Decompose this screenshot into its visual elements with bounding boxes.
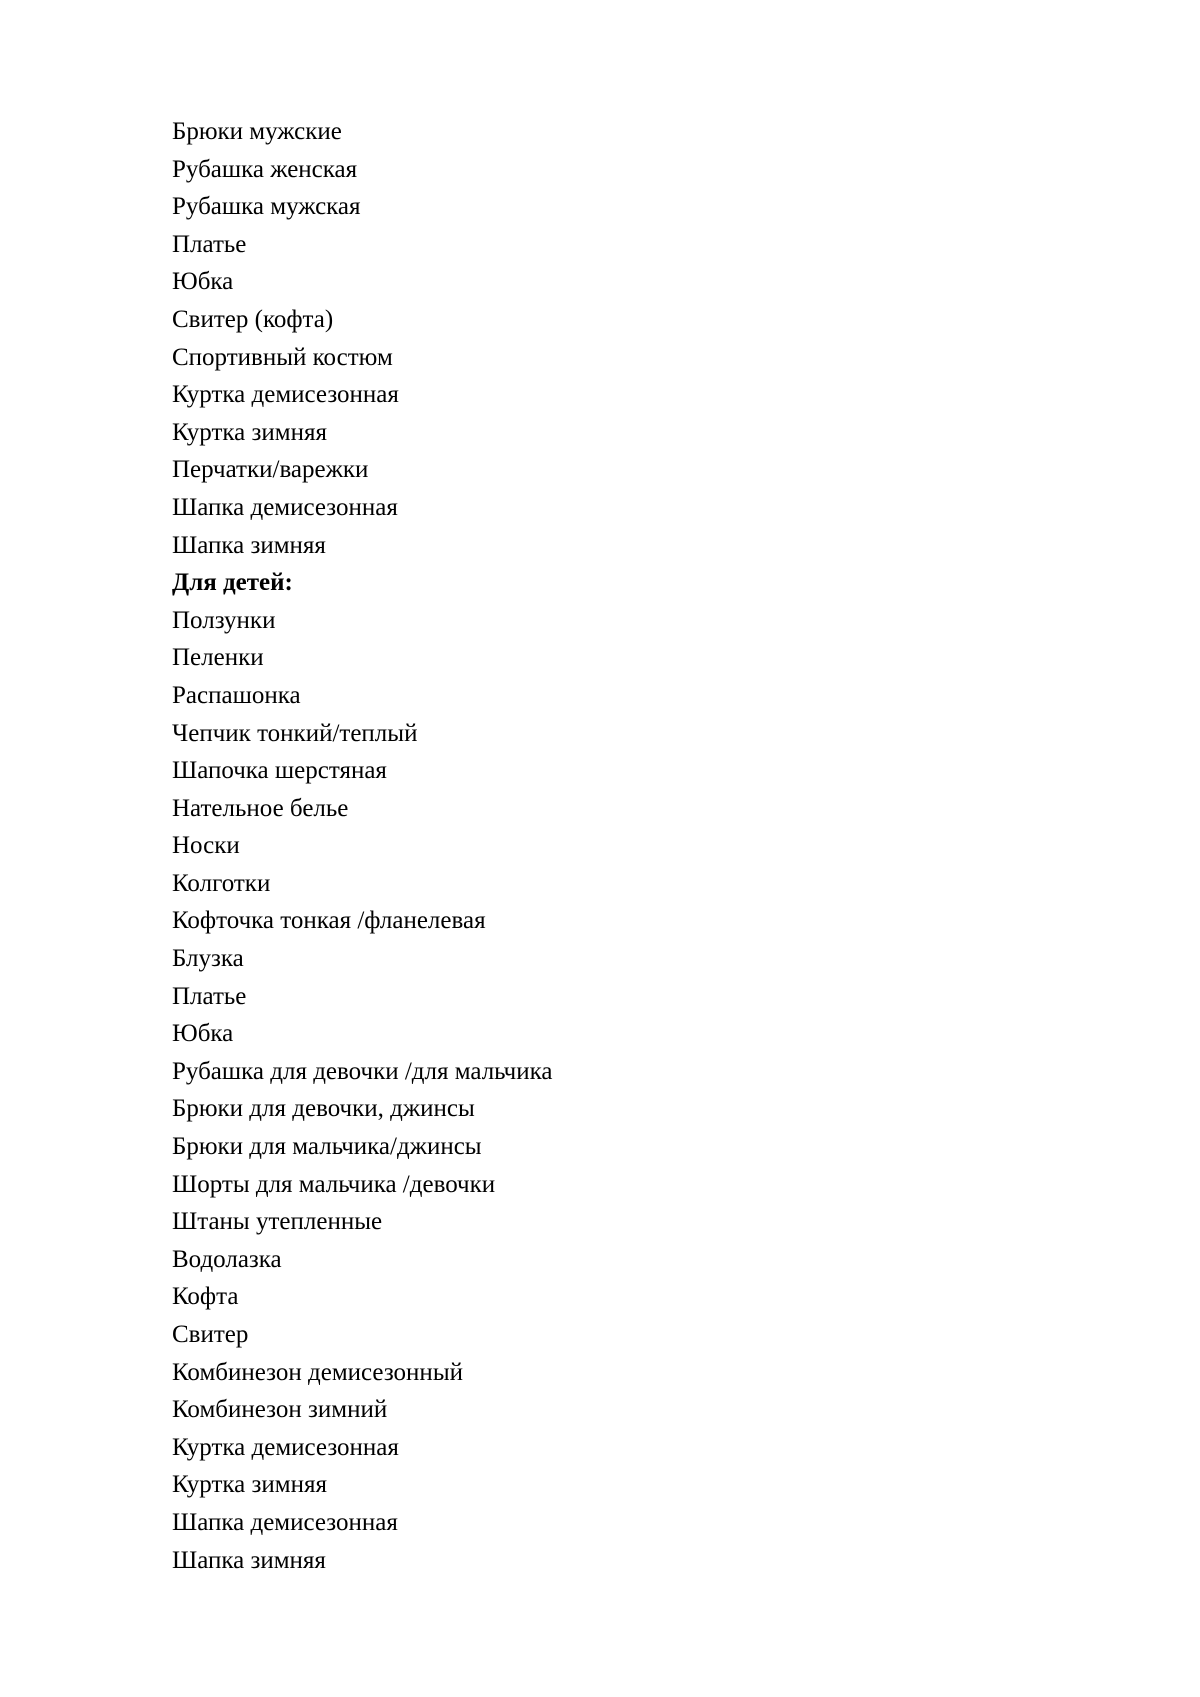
list-item: Ползунки [172, 606, 276, 634]
list-item: Брюки для мальчика/джинсы [172, 1133, 482, 1161]
list-item: Куртка демисезонная [172, 1433, 399, 1461]
list-item: Куртка зимняя [172, 418, 327, 446]
list-item: Рубашка мужская [172, 193, 361, 221]
list-item: Штаны утепленные [172, 1208, 383, 1236]
list-item: Кофточка тонкая /фланелевая [172, 907, 486, 935]
list-item: Шапка зимняя [172, 1546, 326, 1574]
list-item: Нательное белье [172, 794, 349, 822]
list-item: Шорты для мальчика /девочки [172, 1170, 496, 1198]
list-item: Шапка демисезонная [172, 493, 398, 521]
adult-items-list [172, 113, 1072, 564]
list-item: Свитер (кофта) [172, 305, 334, 333]
list-item: Платье [172, 982, 247, 1010]
list-item: Брюки мужские [172, 118, 342, 145]
list-item: Колготки [172, 869, 271, 897]
list-item: Шапка демисезонная [172, 1508, 398, 1536]
list-item: Чепчик тонкий/теплый [172, 719, 418, 747]
list-item: Юбка [172, 1020, 234, 1048]
clothing-list [172, 113, 1072, 1579]
list-item: Куртка демисезонная [172, 381, 399, 409]
list-item: Свитер [172, 1321, 249, 1348]
list-item: Шапочка шерстяная [172, 757, 387, 785]
list-item: Куртка зимняя [172, 1471, 327, 1499]
list-item: Шапка зимняя [172, 531, 326, 559]
list-item: Кофта [172, 1283, 239, 1311]
children-heading: Для детей: [172, 569, 293, 597]
list-item: Носки [172, 832, 240, 860]
list-item: Комбинезон зимний [172, 1396, 388, 1424]
list-item: Пеленки [172, 644, 264, 672]
list-item: Платье [172, 230, 247, 258]
list-item: Блузка [172, 945, 244, 973]
list-item: Юбка [172, 268, 234, 296]
children-items-list [172, 602, 1072, 1579]
list-item: Распашонка [172, 681, 301, 709]
list-item: Брюки для девочки, джинсы [172, 1095, 475, 1123]
list-item: Рубашка женская [172, 155, 358, 183]
list-item: Рубашка для девочки /для мальчика [172, 1057, 553, 1085]
list-item: Перчатки/варежки [172, 456, 369, 484]
list-item: Водолазка [172, 1245, 282, 1273]
list-item: Спортивный костюм [172, 343, 393, 371]
list-item: Комбинезон демисезонный [172, 1358, 463, 1386]
